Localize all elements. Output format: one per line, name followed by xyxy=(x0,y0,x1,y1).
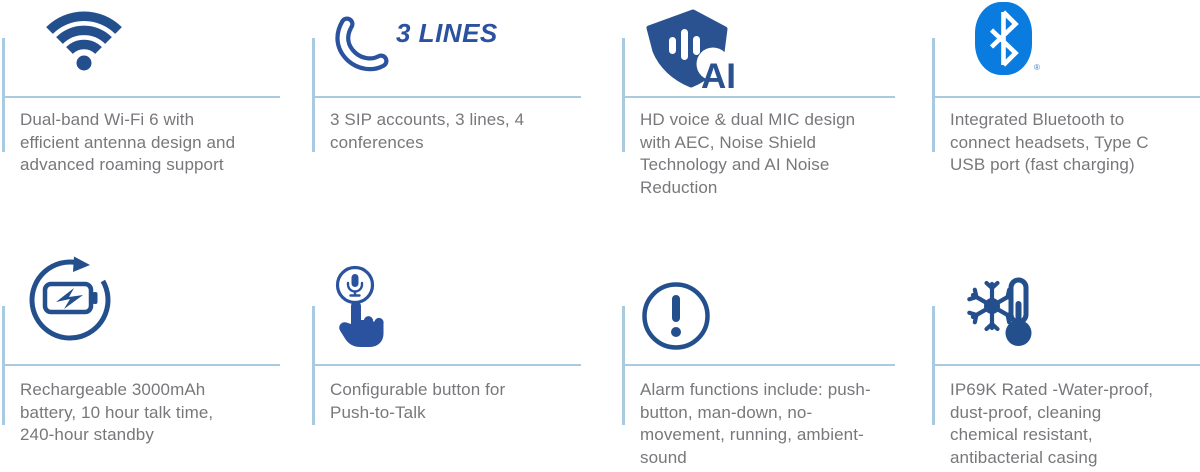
feature-card-battery xyxy=(2,240,280,447)
icon-area xyxy=(2,240,280,364)
wifi-icon xyxy=(45,5,123,73)
icon-area xyxy=(622,0,895,96)
feature-text: 3 SIP accounts, 3 lines, 4 conferences xyxy=(330,110,525,152)
rechargeable-battery-icon xyxy=(24,253,116,345)
alarm-exclamation-icon xyxy=(641,281,711,351)
feature-card-ai-noise xyxy=(622,0,895,200)
icon-area xyxy=(932,240,1200,364)
ai-noise-shield-icon xyxy=(639,7,769,93)
feature-text: HD voice & dual MIC design with AEC, Noise Shield Technology and AI Noise Reduction xyxy=(640,110,856,198)
icon-area xyxy=(312,0,581,96)
feature-card-bluetooth xyxy=(932,0,1200,177)
feature-card-alarm xyxy=(622,240,895,470)
phone-handset-icon xyxy=(334,10,394,74)
feature-text: IP69K Rated -Water-proof, dust-proof, cleaning chemical resistant, antibacterial casing xyxy=(950,380,1154,468)
icon-area xyxy=(312,240,581,364)
feature-text: Dual-band Wi-Fi 6 with efficient antenna design and advanced roaming support xyxy=(20,110,236,175)
feature-text: Rechargeable 3000mAh battery, 10 hour talk time, 240-hour standby xyxy=(20,380,214,445)
icon-area xyxy=(622,240,895,364)
icon-area xyxy=(932,0,1200,96)
push-to-talk-icon xyxy=(330,264,394,352)
feature-text: Alarm functions include: push-button, man-down, no-movement, running, ambient-sound xyxy=(640,380,871,468)
registered-trademark-symbol: ® xyxy=(1034,63,1040,72)
feature-card-ip69k xyxy=(932,240,1200,470)
feature-card-wifi xyxy=(2,0,280,177)
feature-text: Integrated Bluetooth to connect headsets, Type C USB port (fast charging) xyxy=(950,110,1149,175)
feature-text: Configurable button for Push-to-Talk xyxy=(330,380,506,422)
bluetooth-rune xyxy=(975,2,1032,75)
feature-card-push-to-talk xyxy=(312,240,581,424)
ai-caption-text: AI xyxy=(701,57,736,93)
freeze-thermometer-icon xyxy=(966,276,1034,348)
bluetooth-icon xyxy=(975,2,1032,75)
feature-card-sip-lines xyxy=(312,0,581,154)
three-lines-caption: 3 LINES xyxy=(396,18,498,48)
icon-area xyxy=(2,0,280,96)
